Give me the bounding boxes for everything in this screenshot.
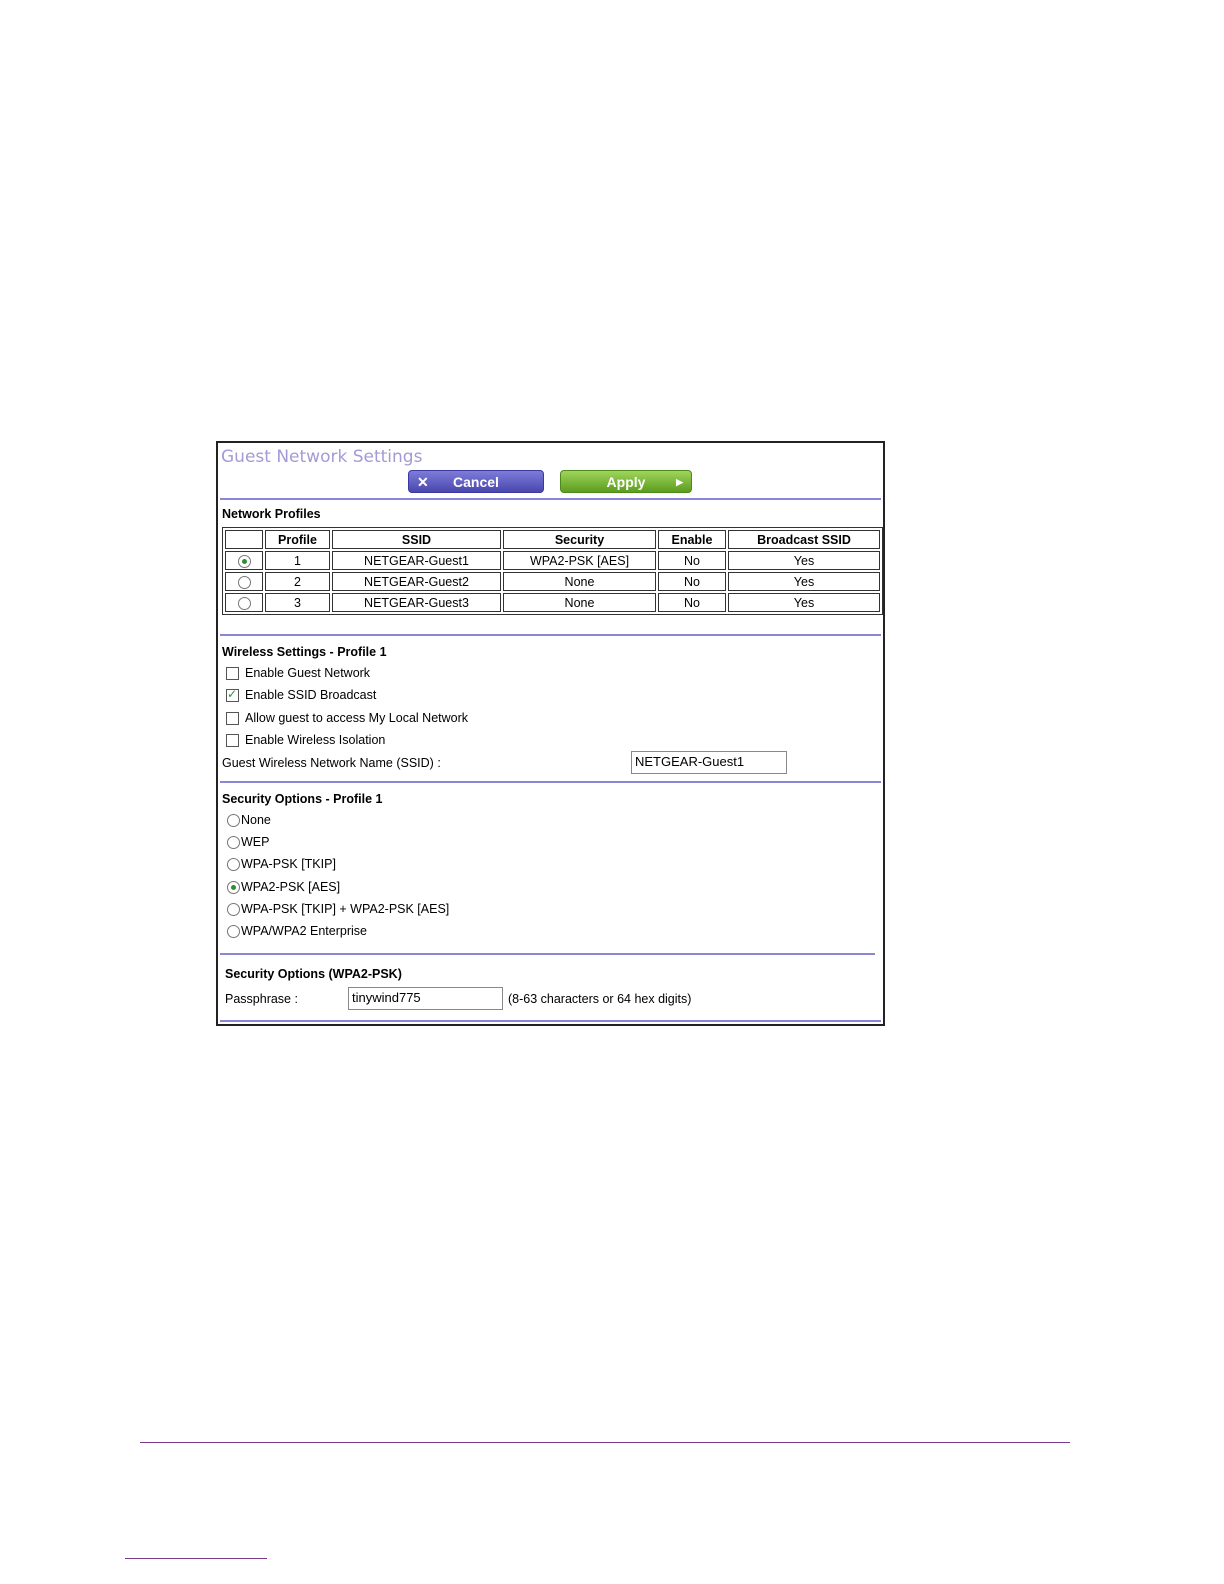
security-option-wpa2-psk-aes[interactable]	[227, 880, 340, 894]
wpa2-psk-heading: Security Options (WPA2-PSK)	[225, 967, 402, 981]
ssid-field-label: Guest Wireless Network Name (SSID) :	[222, 756, 441, 770]
cancel-button-label: Cancel	[453, 474, 499, 490]
network-profiles-table	[222, 527, 883, 615]
enable-wireless-isolation-option[interactable]	[226, 733, 385, 747]
allow-local-access-checkbox[interactable]	[226, 712, 239, 725]
option-label: Enable SSID Broadcast	[245, 688, 377, 702]
enable-guest-network-option[interactable]	[226, 666, 370, 680]
ssid-cell: NETGEAR-Guest2	[332, 572, 501, 591]
col-header-broadcast-ssid: Broadcast SSID	[728, 530, 880, 549]
enable-wireless-isolation-checkbox[interactable]	[226, 734, 239, 747]
option-label: WPA-PSK [TKIP] + WPA2-PSK [AES]	[241, 902, 450, 916]
profile-cell: 2	[265, 572, 330, 591]
ssid-cell: NETGEAR-Guest3	[332, 593, 501, 612]
apply-button-label: Apply	[606, 474, 646, 490]
table-row[interactable]	[225, 551, 880, 570]
passphrase-hint: (8-63 characters or 64 hex digits)	[508, 992, 692, 1006]
profile-1-radio[interactable]	[238, 555, 251, 568]
profile-cell: 3	[265, 593, 330, 612]
close-icon: ✕	[417, 474, 429, 490]
col-header-profile: Profile	[265, 530, 330, 549]
security-option-enterprise[interactable]	[227, 924, 367, 938]
ssid-cell: NETGEAR-Guest1	[332, 551, 501, 570]
option-label: Enable Wireless Isolation	[245, 733, 386, 747]
security-options-heading: Security Options - Profile 1	[222, 792, 383, 806]
footer-rule	[140, 1442, 1070, 1443]
enable-cell: No	[658, 593, 726, 612]
ssid-input[interactable]: NETGEAR-Guest1	[631, 751, 787, 774]
security-option-none[interactable]	[227, 813, 271, 827]
divider	[220, 498, 881, 500]
table-header-row	[225, 530, 880, 549]
table-row[interactable]	[225, 593, 880, 612]
security-cell: None	[503, 593, 656, 612]
option-label: Allow guest to access My Local Network	[245, 711, 469, 725]
security-cell: WPA2-PSK [AES]	[503, 551, 656, 570]
broadcast-cell: Yes	[728, 551, 880, 570]
enable-cell: No	[658, 572, 726, 591]
table-row[interactable]	[225, 572, 880, 591]
passphrase-label: Passphrase :	[225, 992, 298, 1006]
security-enterprise-radio[interactable]	[227, 925, 240, 938]
option-label: WEP	[241, 835, 270, 849]
option-label: WPA-PSK [TKIP]	[241, 857, 336, 871]
security-option-wpa-wpa2-mixed[interactable]	[227, 902, 449, 916]
row-select-cell[interactable]	[225, 572, 263, 591]
enable-ssid-broadcast-checkbox[interactable]	[226, 689, 239, 702]
broadcast-cell: Yes	[728, 593, 880, 612]
page-title: Guest Network Settings	[221, 447, 423, 467]
apply-button[interactable]	[560, 470, 692, 493]
enable-guest-network-checkbox[interactable]	[226, 667, 239, 680]
security-option-wep[interactable]	[227, 835, 269, 849]
divider	[220, 953, 875, 955]
security-wep-radio[interactable]	[227, 836, 240, 849]
passphrase-input[interactable]: tinywind775	[348, 987, 503, 1010]
col-header-enable: Enable	[658, 530, 726, 549]
divider	[220, 781, 881, 783]
security-wpa-psk-tkip-radio[interactable]	[227, 858, 240, 871]
play-arrow-icon: ▶	[676, 477, 683, 487]
col-header-ssid: SSID	[332, 530, 501, 549]
option-label: WPA/WPA2 Enterprise	[241, 924, 367, 938]
network-profiles-heading: Network Profiles	[222, 507, 321, 521]
security-wpa2-psk-aes-radio[interactable]	[227, 881, 240, 894]
enable-cell: No	[658, 551, 726, 570]
row-select-cell[interactable]	[225, 593, 263, 612]
profile-2-radio[interactable]	[238, 576, 251, 589]
col-header-security: Security	[503, 530, 656, 549]
allow-local-access-option[interactable]	[226, 711, 468, 725]
wireless-settings-heading: Wireless Settings - Profile 1	[222, 645, 387, 659]
option-label: Enable Guest Network	[245, 666, 371, 680]
profile-cell: 1	[265, 551, 330, 570]
security-wpa-wpa2-mixed-radio[interactable]	[227, 903, 240, 916]
security-none-radio[interactable]	[227, 814, 240, 827]
option-label: None	[241, 813, 271, 827]
cancel-button[interactable]	[408, 470, 544, 493]
security-cell: None	[503, 572, 656, 591]
enable-ssid-broadcast-option[interactable]	[226, 688, 376, 702]
broadcast-cell: Yes	[728, 572, 880, 591]
option-label: WPA2-PSK [AES]	[241, 880, 341, 894]
profile-3-radio[interactable]	[238, 597, 251, 610]
security-option-wpa-psk-tkip[interactable]	[227, 857, 336, 871]
row-select-cell[interactable]	[225, 551, 263, 570]
divider	[220, 634, 881, 636]
guest-network-settings-panel	[216, 441, 885, 1026]
col-header-select	[225, 530, 263, 549]
footer-short-rule	[125, 1558, 267, 1559]
divider	[220, 1020, 881, 1022]
